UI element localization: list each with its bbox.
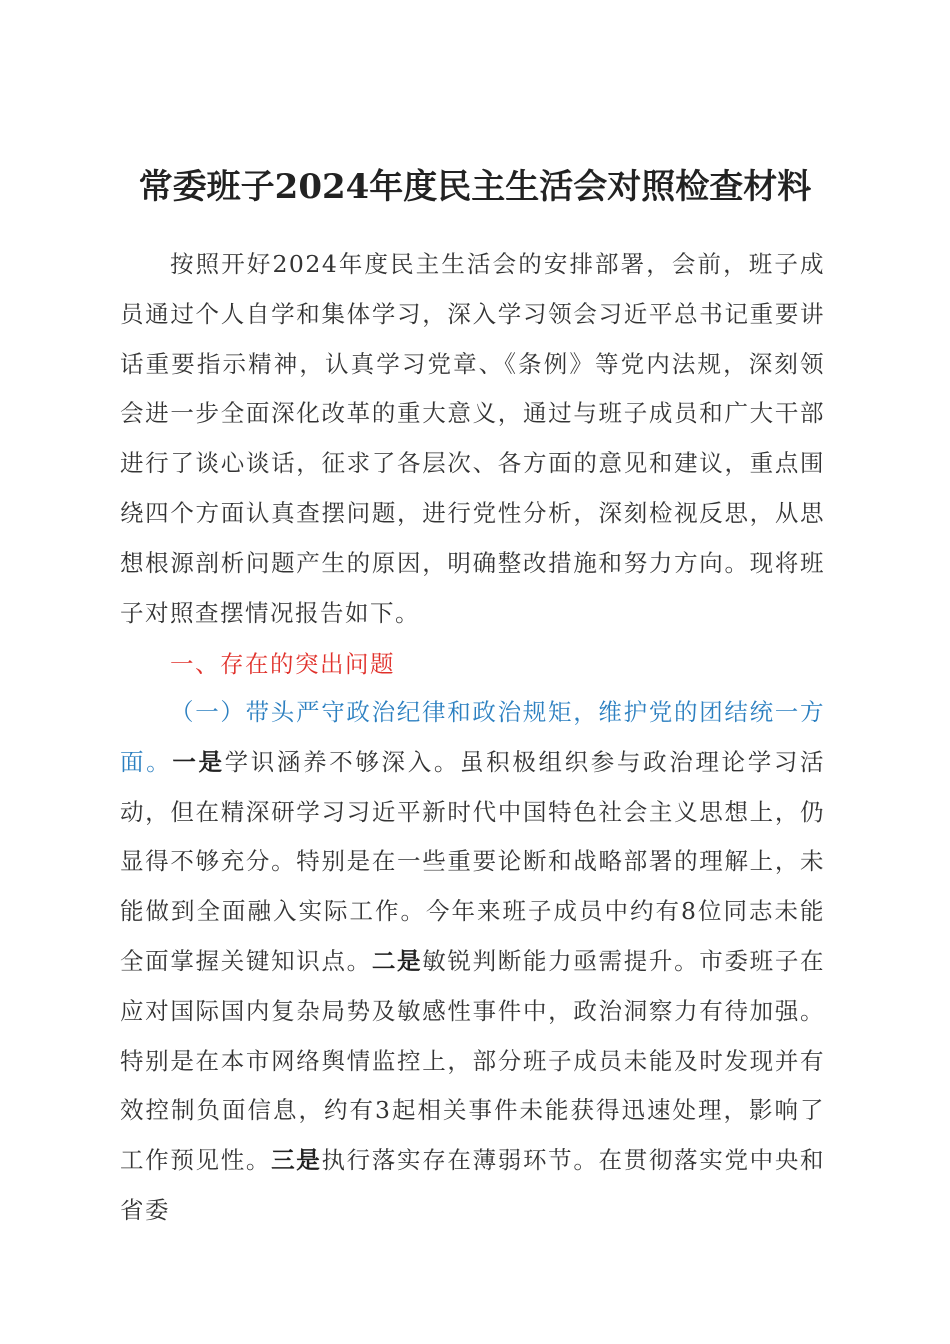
point-2-label: 二是 (371, 946, 423, 975)
point-3-text: 执行落实存在薄弱环节。在贯彻落实党中央和省委 (120, 1146, 826, 1224)
point-2-text: 敏锐判断能力亟需提升。市委班子在应对国际国内复杂局势及敏感性事件中，政治洞察力有待加强。特别是在本市网络舆情监控上，部分班子成员未能及时发现并有效控制负面信息，约有3起相关事件未能获得迅速处理，影响了工作预见性。 (120, 946, 826, 1175)
point-3-label: 三是 (271, 1146, 322, 1175)
point-1-label: 一是 (172, 747, 225, 776)
intro-paragraph: 按照开好2024年度民主生活会的安排部署，会前，班子成员通过个人自学和集体学习，深入学习领会习近平总书记重要讲话重要指示精神，认真学习党章、《条例》等党内法规，深刻领会进一步全面深化改革的重大意义，通过与班子成员和广大干部进行了谈心谈话，征求了各层次、各方面的意见和建议，重点围绕四个方面认真查摆问题，进行党性分析，深刻检视反思，从思想根源剖析问题产生的原因，明确整改措施和努力方向。现将班子对照查摆情况报告如下。 (120, 250, 825, 627)
problem-paragraph (120, 688, 825, 1236)
section-heading: 一、存在的突出问题 (170, 650, 395, 678)
subsection-heading: （一）带头严守政治纪律和政治规矩，维护党的团结统一方面。 (120, 698, 825, 776)
document-title: 常委班子2024年度民主生活会对照检查材料 (138, 167, 812, 207)
point-1-text: 学识涵养不够深入。虽积极组织参与政治理论学习活动，但在精深研学习习近平新时代中国特色社会主义思想上，仍显得不够充分。特别是在一些重要论断和战略部署的理解上，未能做到全面融入实际工作。今年来班子成员中约有8位同志未能全面掌握关键知识点。 (120, 747, 826, 975)
